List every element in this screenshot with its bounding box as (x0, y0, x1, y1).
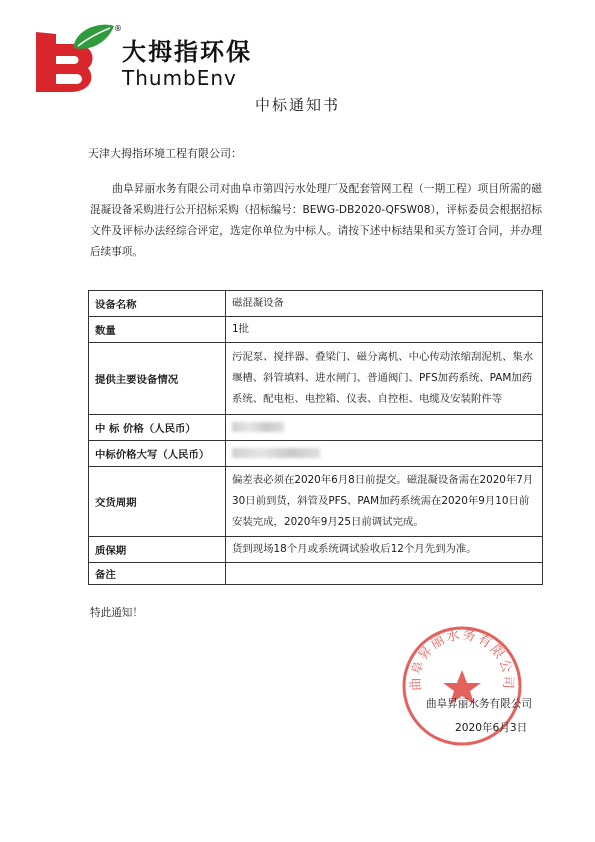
row-label: 质保期 (89, 537, 226, 563)
row-label: 中标价格大写（人民币） (89, 441, 226, 467)
row-value-redacted (226, 441, 543, 467)
row-value-redacted (226, 415, 543, 441)
row-value: 磁混凝设备 (226, 291, 543, 317)
row-value: 1批 (226, 317, 543, 343)
table-row (89, 343, 543, 415)
row-value: 偏差表必须在2020年6月8日前提交。磁混凝设备需在2020年7月30日前到货，斜管及PFS、PAM加药系统需在2020年9月10日前安装完成，2020年9月25日前调试完成。 (226, 467, 543, 537)
row-value (226, 563, 543, 585)
row-label: 数量 (89, 317, 226, 343)
row-label: 提供主要设备情况 (89, 343, 226, 415)
company-logo (30, 22, 260, 100)
thumb-logo-icon (30, 22, 118, 100)
row-label: 设备名称 (89, 291, 226, 317)
body-paragraph: 曲阜昇丽水务有限公司对曲阜市第四污水处理厂及配套管网工程（一期工程）项目所需的磁混凝设备采购进行公开招标采购（招标编号：BEWG-DB2020-QFSW08），评标委员会根据招标文件及评标办法经综合评定，选定你单位为中标人。请按下述中标结果和买方签订合同，并办理后续事项。 (90, 183, 542, 258)
svg-text:曲阜昇丽水务有限公司: 曲阜昇丽水务有限公司 (408, 627, 516, 691)
table-row (89, 291, 543, 317)
award-details-table (88, 290, 543, 585)
table-row (89, 537, 543, 563)
redacted-price-words (232, 448, 320, 458)
table-row (89, 317, 543, 343)
row-value: 货到现场18个月或系统调试验收后12个月先到为准。 (226, 537, 543, 563)
table-row (89, 563, 543, 585)
document-title: 中标通知书 (254, 96, 340, 114)
table-row (89, 467, 543, 537)
addressee: 天津大拇指环境工程有限公司： (88, 147, 242, 160)
row-label: 备注 (89, 563, 226, 585)
row-label: 中 标 价格（人民币） (89, 415, 226, 441)
closing-text: 特此通知！ (90, 607, 143, 619)
signature-date: 2020年6月3日 (455, 722, 528, 734)
table-row (89, 415, 543, 441)
brand-name-cn: 大拇指环保 (122, 38, 252, 66)
brand-name-en: ThumbEnv (122, 66, 237, 90)
redacted-price (232, 422, 284, 432)
signatory-company: 曲阜昇丽水务有限公司 (426, 698, 532, 710)
registered-mark: ® (114, 24, 122, 33)
row-value: 污泥泵、搅拌器、叠梁门、磁分离机、中心传动浓缩刮泥机、集水堰槽、斜管填料、进水闸门、普通阀门、PFS加药系统、PAM加药系统、配电柜、电控箱、仪表、自控柜、电缆及安装附件等 (226, 343, 543, 415)
table-row (89, 441, 543, 467)
row-label: 交货周期 (89, 467, 226, 537)
